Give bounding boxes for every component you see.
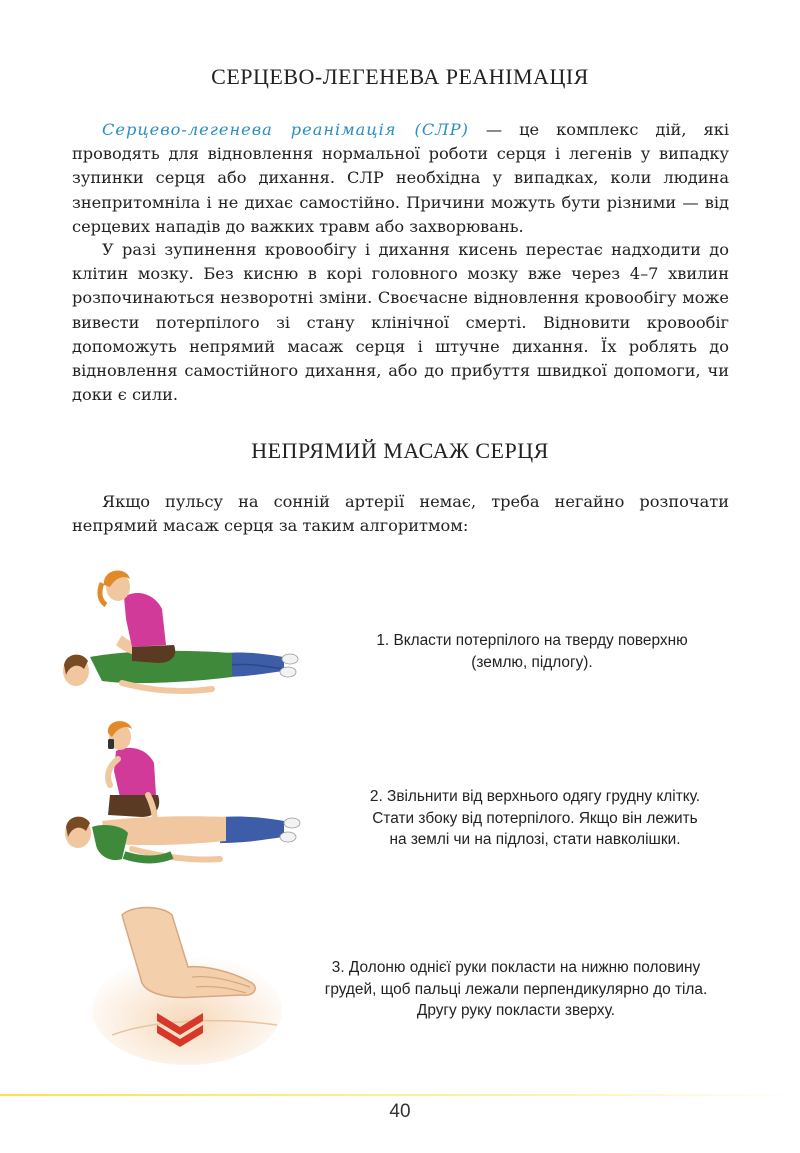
step-2-line-3: на землі чи на підлозі, стати навколішки.	[389, 831, 681, 848]
section-title-cpr: СЕРЦЕВО-ЛЕГЕНЕВА РЕАНІМАЦІЯ	[211, 64, 589, 89]
page-number: 40	[389, 1101, 411, 1122]
step-1-text	[332, 630, 732, 673]
step-1-line-1: 1. Вкласти потерпілого на тверду поверхню	[376, 632, 688, 649]
illustration-step1	[62, 565, 314, 705]
woman-on-phone-figure	[108, 721, 159, 825]
step-3-text	[290, 957, 742, 1022]
hand-on-chest-figure	[122, 908, 255, 998]
step-2-line-1: 2. Звільнити від верхнього одягу грудну клітку.	[369, 788, 701, 805]
lying-man-bare-chest-figure	[65, 816, 300, 860]
kneeling-woman-figure	[100, 570, 175, 663]
step-1-line-2: (землю, підлогу).	[471, 653, 593, 671]
cpr-term: Серцево-легенева реанімація (СЛР)	[102, 120, 469, 139]
lying-man-figure	[63, 651, 298, 691]
cpr-definition-text: — це комплекс дій, які проводять для відновлення нормальної роботи серця і легенів у випадку зупинки серця або дихання. СЛР необхідна у випадках, коли людина знепритомніла і не дихає самостійно. Причини можуть бути різними — від серцевих нападів до важких травм або захворювань.	[72, 120, 729, 236]
paragraph-cpr-definition	[72, 118, 729, 239]
step-2-text	[330, 786, 740, 851]
step-3-line-2: грудей, щоб пальці лежали перпендикулярно до тіла.	[324, 980, 708, 998]
illustration-step3	[92, 905, 282, 1065]
step-2-line-2: Стати збоку від потерпілого. Якщо він лежить	[372, 809, 698, 827]
step-3-line-1: 3. Долоню однієї руки покласти на нижню половину	[331, 959, 701, 976]
paragraph-circulation-stop: У разі зупинення кровообігу і дихання кисень перестає надходити до клітин мозку. Без кисню в корі головного мозку вже через 4–7 хвилин розпочинаються незворотні зміни. Своєчасне відновлення кровообігу може вивести потерпілого зі стану клінічної смерті. Відновити кровообіг допоможуть непрямий масаж серця і штучне дихання. Їх роблять до відновлення самостійного дихання, або до прибуття швидкої допомоги, чи доки є сили.	[72, 240, 729, 405]
illustration-step2	[62, 715, 314, 875]
step-3-line-3: Другу руку покласти зверху.	[416, 1002, 616, 1019]
phone-icon	[108, 739, 114, 749]
paragraph-intro-algorithm: Якщо пульсу на сонній артерії немає, треба негайно розпочати непрямий масаж серця за таким алгоритмом:	[72, 492, 729, 536]
section-title-chest-compression: НЕПРЯМИЙ МАСАЖ СЕРЦЯ	[251, 438, 549, 463]
footer-divider	[0, 1094, 800, 1096]
